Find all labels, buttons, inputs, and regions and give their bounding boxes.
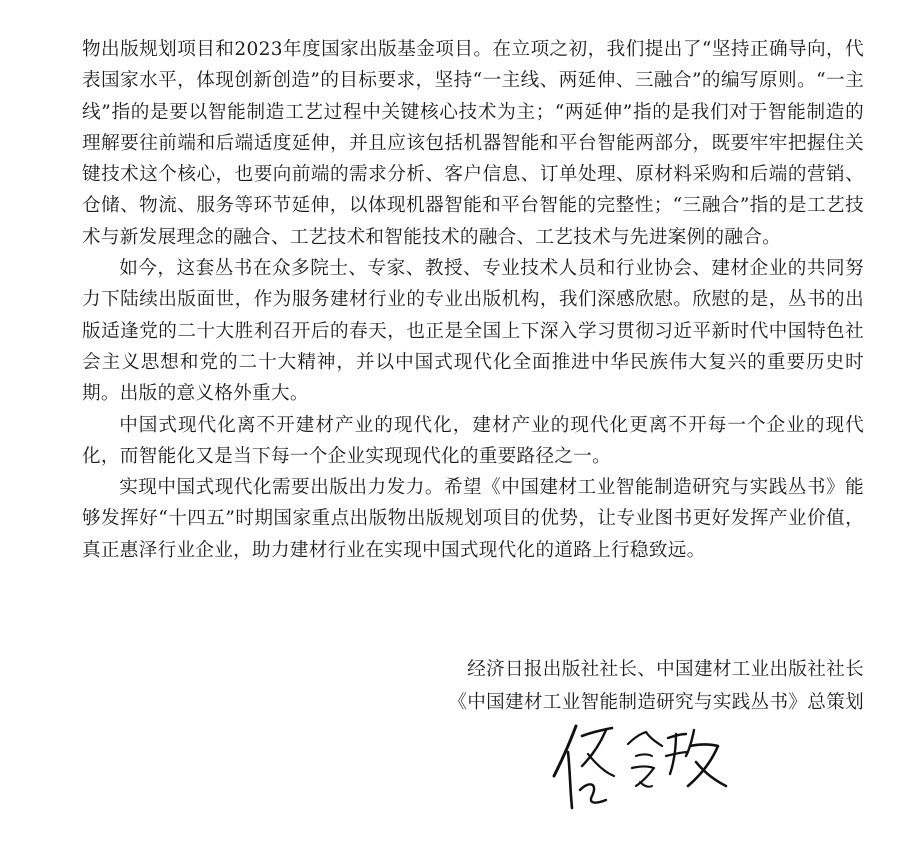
paragraph: 实现中国式现代化需要出版出力发力。希望《中国建材工业智能制造研究与实践丛书》能够发挥好“十四五”时期国家重点出版物出版规划项目的优势，让专业图书更好发挥产业价值，真正惠泽行业企业，助力建材行业在实现中国式现代化的道路上行稳致远。 xyxy=(82,477,864,561)
signer-title-line-2: 《中国建材工业智能制造研究与实践丛书》总策划 xyxy=(448,692,864,713)
paragraph: 中国式现代化离不开建材产业的现代化，建材产业的现代化更离不开每一个企业的现代化，而智能化又是当下每一个企业实现现代化的重要路径之一。 xyxy=(82,414,864,467)
paragraph: 如今，这套丛书在众多院士、专家、教授、专业技术人员和行业协会、建材企业的共同努力下陆续出版面世，作为服务建材行业的专业出版机构，我们深感欣慰。欣慰的是，丛书的出版适逢党的二十大胜利召开后的春天，也正是全国上下深入学习贯彻习近平新时代中国特色社会主义思想和党的二十大精神，并以中国式现代化全面推进中华民族伟大复兴的重要历史时期。出版的意义格外重大。 xyxy=(82,258,864,405)
body-text xyxy=(82,34,864,566)
paragraph-continued: 物出版规划项目和2023年度国家出版基金项目。在立项之初，我们提出了“坚持正确导向，代表国家水平，体现创新创造”的目标要求，坚持“一主线、两延伸、三融合”的编写原则。“一主线”指的是要以智能制造工艺过程中关键核心技术为主；“两延伸”指的是我们对于智能制造的理解要往前端和后端适度延伸，并且应该包括机器智能和平台智能两部分，既要牢牢把握住关键技术这个核心，也要向前端的需求分析、客户信息、订单处理、原材料采购和后端的营销、仓储、物流、服务等环节延伸，以体现机器智能和平台智能的完整性；“三融合”指的是工艺技术与新发展理念的融合、工艺技术和智能技术的融合、工艺技术与先进案例的融合。 xyxy=(82,39,864,248)
handwritten-signature xyxy=(548,716,728,816)
signer-title-line-1: 经济日报出版社社长、中国建材工业出版社社长 xyxy=(467,659,864,680)
